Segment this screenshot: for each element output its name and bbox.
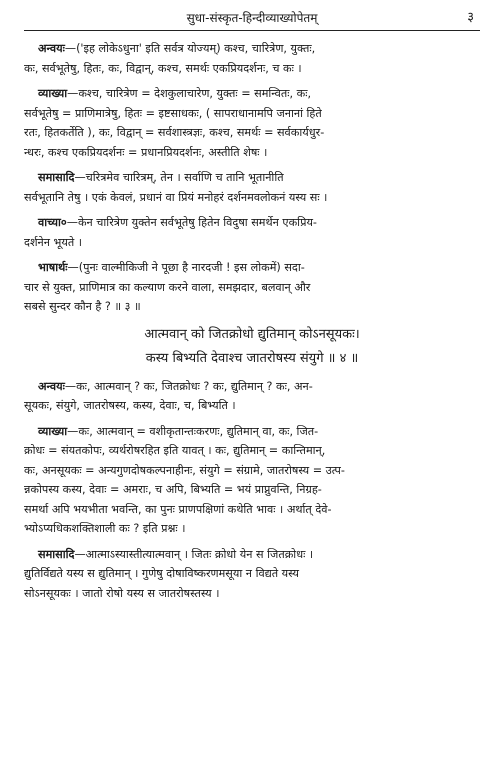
line-text: सबसे सुन्दर कौन है ? ॥ ३ ॥ [24, 300, 141, 313]
text-line [24, 564, 480, 584]
text-line [24, 480, 480, 500]
line-text: न्धरः, कश्च एकप्रियदर्शनः = प्रधानप्रियदर्शनः, अस्तीति शेषः । [24, 145, 268, 159]
text-line [24, 500, 480, 520]
line-text: —कः, आत्मवान् ? कः, जितक्रोधः ? कः, द्युतिमान् ? कः, अन- [64, 379, 313, 393]
text-line [24, 188, 480, 208]
line-text: सोऽनसूयकः । जातो रोषो यस्य स जातरोषस्तस्य । [24, 586, 220, 600]
text-line [24, 213, 480, 233]
line-text: —आत्माऽस्यास्तीत्यात्मवान् । जितः क्रोधो येन स जितक्रोधः । [74, 547, 314, 561]
line-text: —(पुनः वाल्मीकिजी ने पूछा है नारदजी ! इस लोकमें) सदा- [67, 261, 305, 274]
line-text: सर्वभूतानि तेषु । एकं केवलं, प्रधानं वा प्रियं मनोहरं दर्शनमवलोकनं यस्य सः । [24, 190, 328, 204]
line-text: —चरित्रमेव चारित्रम्, तेन । सर्वाणि च तानि भूतानीति [74, 171, 284, 184]
text-line [24, 123, 480, 143]
line-text: रतः, हितकर्तेति ), कः, विद्वान् = सर्वशास्त्रज्ञः, कश्च, समर्थः = सर्वकार्यधुर- [24, 126, 325, 139]
line-text: चार से युक्त, प्राणिमात्र का कल्याण करने वाला, समझदार, बलवान् और [24, 280, 311, 294]
text-line [24, 84, 480, 104]
block-samasadi-1 [24, 168, 480, 207]
section-heading: समासादि [38, 547, 75, 561]
text-line [24, 168, 480, 188]
text-line [24, 39, 480, 59]
line-text: —कश्च, चारित्रेण = देशकुलाचारेण, युक्तः = समन्वितः, कः, [67, 87, 312, 100]
line-text: कः, अनसूयकः = अन्यगुणदोषकल्पनाहीनः, संयुगे = संग्रामे, जातरोषस्य = उत्प- [24, 463, 345, 477]
running-header [24, 8, 480, 28]
text-line [24, 584, 480, 604]
page-number: ३ [467, 10, 474, 25]
block-anvaya-1 [24, 39, 480, 78]
text-line [24, 422, 480, 442]
commentary-section-2 [24, 377, 480, 604]
line-text: —केन चारित्रेण युक्तेन सर्वभूतेषु हितेन विदुषा समर्थेन एकप्रिय- [66, 216, 317, 229]
block-samasadi-2 [24, 545, 480, 604]
text-line [24, 297, 480, 317]
block-vyakhya-1 [24, 84, 480, 162]
verse-line: कस्य बिभ्यति देवाश्च जातरोषस्य संयुगे ॥ ४ ॥ [145, 350, 359, 366]
text-line [24, 396, 480, 416]
section-heading: वाच्या० [38, 216, 67, 229]
section-heading: व्याख्या [38, 424, 68, 438]
line-text: सर्वभूतेषु = प्राणिमात्रेषु, हितः = इष्टसाधकः, ( सापराधानामपि जनानां हिते [24, 106, 322, 120]
block-anvaya-2 [24, 377, 480, 416]
line-text: भ्योऽप्यधिकशक्तिशाली कः ? इति प्रश्नः । [24, 522, 186, 535]
text-line [24, 143, 480, 163]
block-vyakhya-2 [24, 422, 480, 539]
section-heading: अन्वयः [38, 379, 65, 393]
text-line [24, 278, 480, 298]
section-heading: भाषार्थः [38, 261, 68, 274]
text-line [24, 441, 480, 461]
block-bhashartha-1 [24, 258, 480, 317]
block-vachya-1 [24, 213, 480, 252]
text-line [24, 104, 480, 124]
line-text: समर्था अपि भयभीता भवन्ति, का पुनः प्राणपक्षिणां कथेति भावः । अर्थात् देवे- [24, 502, 332, 516]
running-title: सुधा-संस्कृत-हिन्दीव्याख्योपेतम् [186, 11, 318, 25]
commentary-section-1 [24, 39, 480, 317]
text-line [24, 545, 480, 565]
verse-line: आत्मवान् को जितक्रोधो द्युतिमान् कोऽनसूयकः। [144, 326, 360, 342]
text-line [24, 519, 480, 539]
text-line [24, 377, 480, 397]
line-text: —('इह लोकेऽधुना' इति सर्वत्र योज्यम्) कश्च, चारित्रेण, युक्तः, [64, 42, 316, 55]
text-line [24, 233, 480, 253]
line-text: न्नकोपस्य कस्य, देवाः = अमराः, च अपि, बिभ्यति = भयं प्राप्नुवन्ति, निग्रह- [24, 483, 322, 496]
line-text: —कः, आत्मवान् = वशीकृतान्तःकरणः, द्युतिमान् वा, कः, जित- [67, 424, 319, 438]
text-line [24, 461, 480, 481]
text-line [24, 258, 480, 278]
verse [24, 323, 480, 371]
line-text: दर्शनेन भूयते । [24, 235, 83, 249]
text-line [24, 59, 480, 79]
line-text: क्रोधः = संयतकोपः, व्यर्थरोषरहित इति यावत् । कः, द्युतिमान् = कान्तिमान्, [24, 444, 326, 457]
section-heading: अन्वयः [38, 42, 65, 55]
section-heading: समासादि [38, 171, 75, 184]
line-text: कः, सर्वभूतेषु, हितः, कः, विद्वान्, कश्च, समर्थः एकप्रियदर्शनः, च कः । [24, 61, 302, 75]
line-text: द्युतिर्विद्यते यस्य स द्युतिमान् । गुणेषु दोषाविष्करणमसूया न विद्यते यस्य [24, 567, 299, 580]
line-text: सूयकः, संयुगे, जातरोषस्य, कस्य, देवाः, च, बिभ्यति । [24, 399, 236, 412]
header-rule [24, 30, 480, 31]
section-heading: व्याख्या [38, 87, 68, 100]
